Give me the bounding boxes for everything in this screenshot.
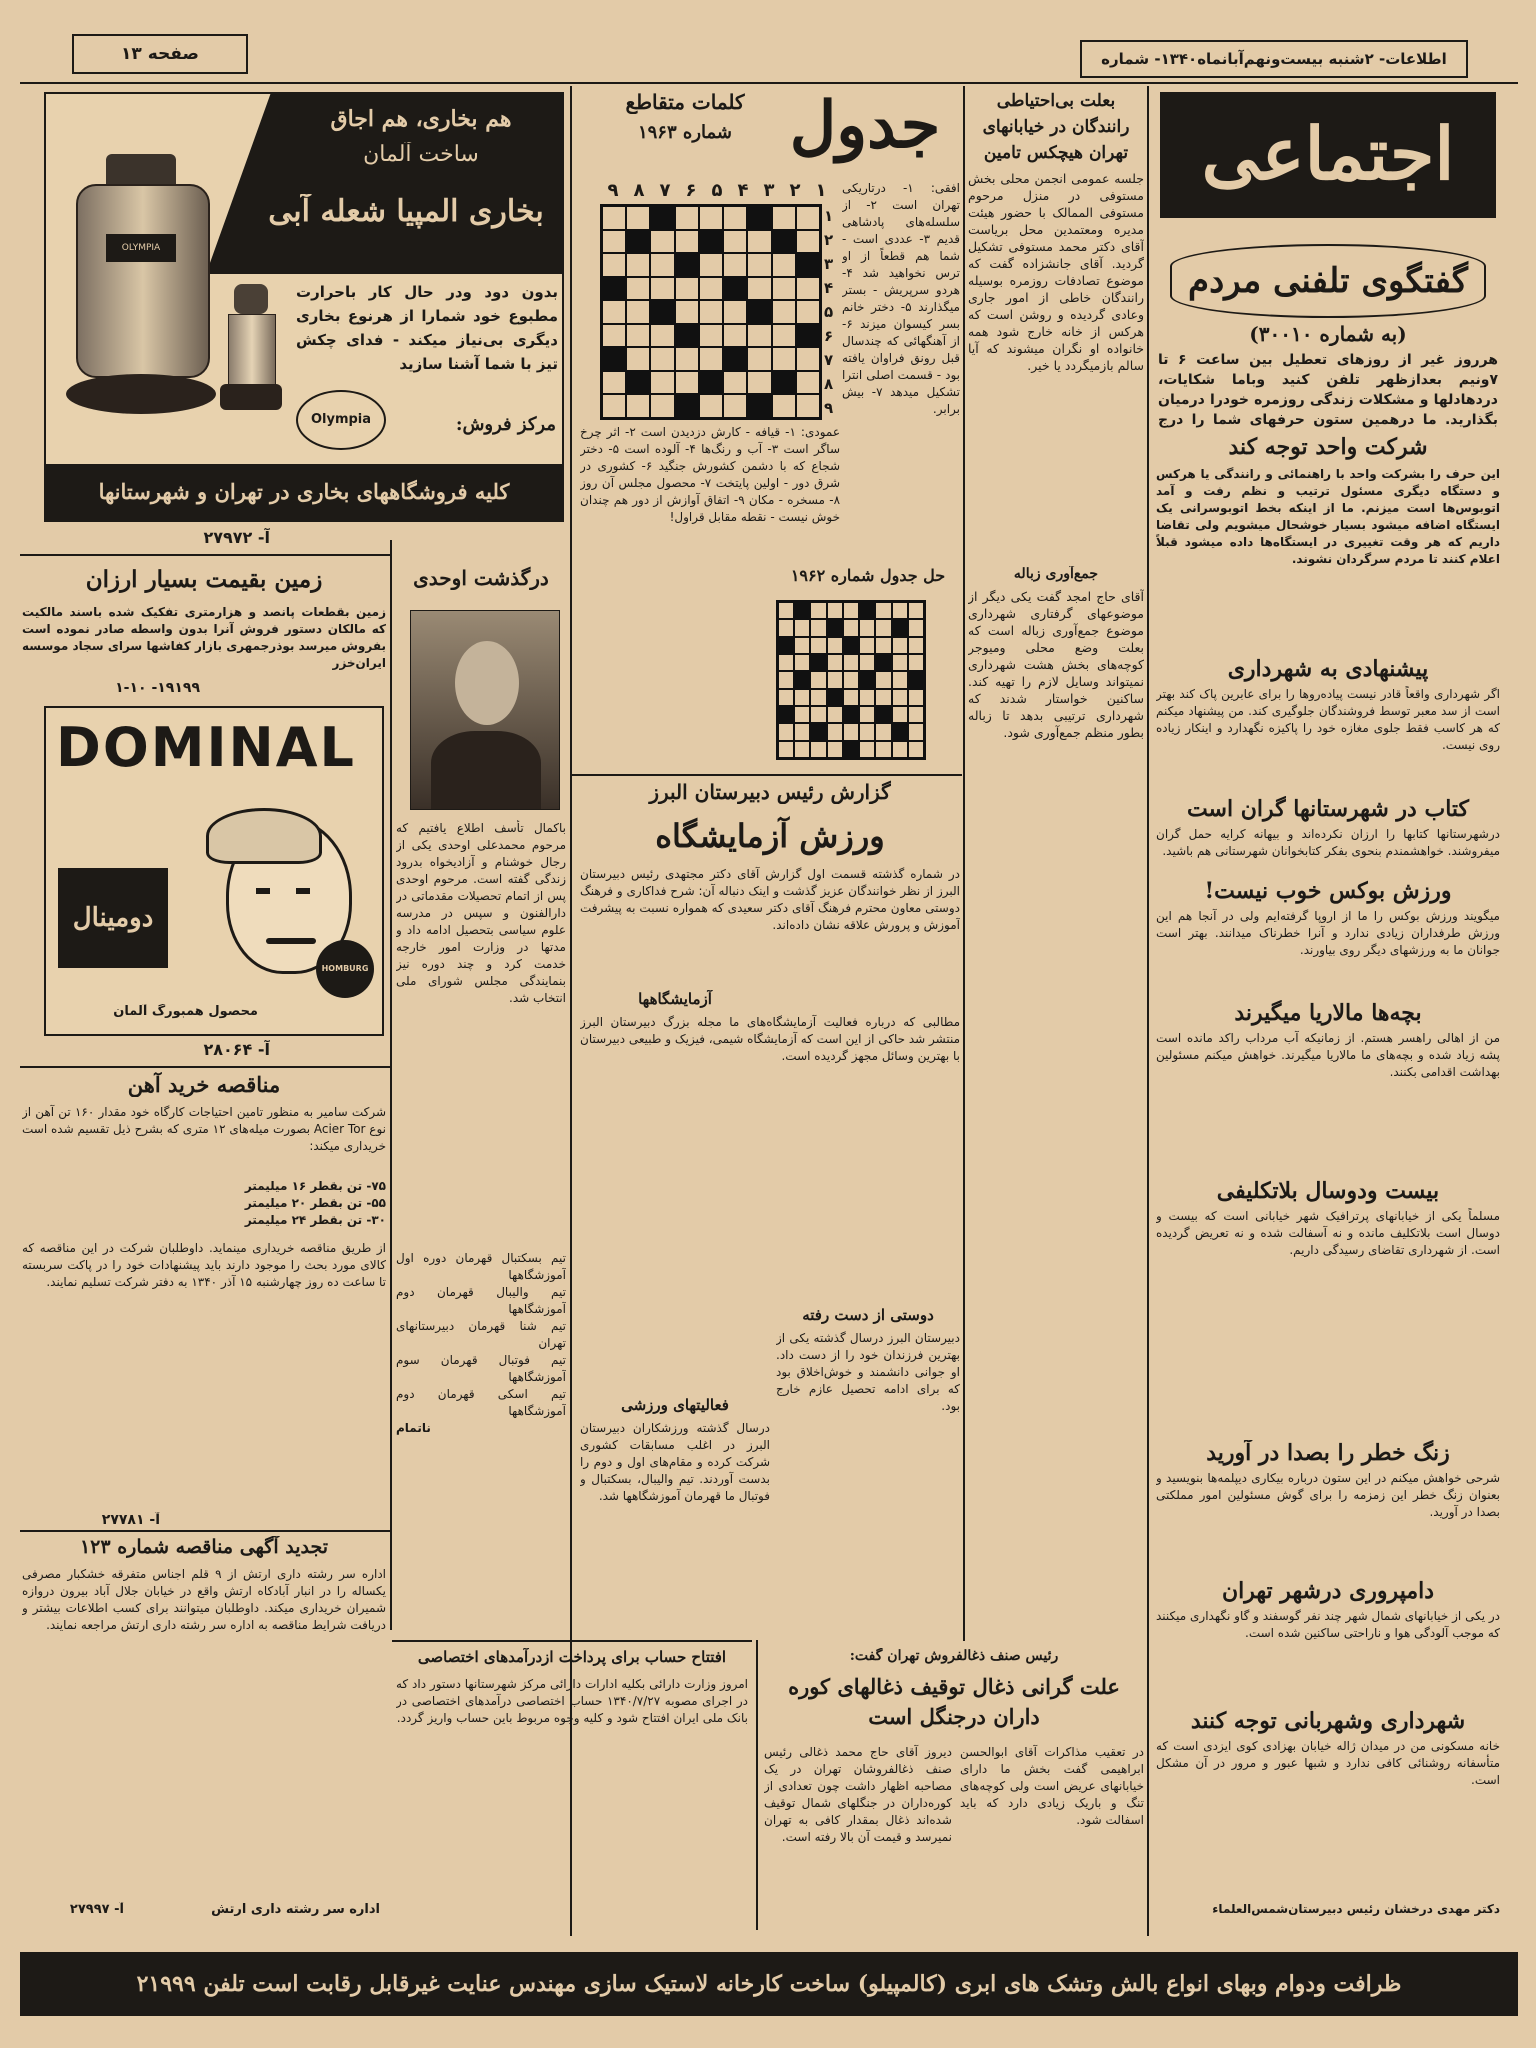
column-rule [1147, 86, 1149, 1936]
sports-sub2: دوستی از دست رفته [802, 1306, 934, 1324]
olympia-dealer: مرکز فروش: [455, 414, 556, 435]
item-body-3: میگویند ورزش بوکس را ما از اروپا گرفته‌ایم ولی در آنجا هم این ورزش طرفداران زیادی ندارد و آنرا خطرناک میدانند. بهتر است جوانان ما به ورزشهای دیگر روی بیاورند. [1156, 909, 1500, 957]
bottom-banner: ظرافت ودوام وبهای انواع بالش وتشک های ابری (کالمپیلو) ساخت کارخانه لاستیک سازی مهندس عنایت غیرقابل رقابت است تلفن ۲۱۹۹۹ [20, 1952, 1518, 2016]
olympia-logo: Olympia [296, 390, 386, 450]
item-title-8: شهرداری وشهربانی توجه کنند [1190, 1708, 1466, 1734]
rule [756, 1640, 758, 1930]
item-body-6: شرحی خواهش میکنم در این ستون درباره بیکاری دیپلمه‌ها بنویسید و بعنوان زنگ خطر این زمزمه را برای گوش مسئولین امور مملکتی بصدا در آورید. [1156, 1471, 1500, 1519]
olympia-brand: بخاری المپیا شعله آبی [268, 194, 544, 229]
crossword-col-numbers: ۹ ۸ ۷ ۶ ۵ ۴ ۳ ۲ ۱ [607, 180, 827, 201]
column-rule [390, 540, 392, 1630]
sports-kicker: گزارش رئیس دبیرستان البرز [649, 780, 891, 804]
item-body-4: من از اهالی راهسر هستم. از زمانیکه آب مرداب راکد مانده است پشه زیاد شده و بچه‌های ما مالاریا میگیرند. خواهش میکنم مسئولین بهداشت اقدامی بکنند. [1156, 1031, 1500, 1079]
coal-body: دیروز آقای حاج محمد ذغالی رئیس صنف ذغالفروشان تهران در یک مصاحبه اظهار داشت چون تعدادی از کوره‌داران در جنگلهای شمال توقیف شده‌اند ذغال بمقدار کافی به تهران نمیرسد و قیمت آن بالا رفته است. [764, 1745, 952, 1844]
land-body: زمین بقطعات پانصد و هزارمتری تفکیک شده باسند مالکیت که مالکان دستور فروش آنرا بدون واسطه صادر نموده است بفروش میرسد بوذرجمهری بازار کفاشها سرای سجاد موسسه ایران‌خزر [22, 605, 386, 670]
masthead-date: اطلاعات- ۲شنبه بیست‌ونهم‌آبانماه۱۳۴۰- شماره [1101, 50, 1447, 68]
tender-body: اداره سر رشته داری ارتش از ۹ قلم اجناس متفرقه خشکبار مصرفی یکساله را در انبار آبادکاه ارتش واقع در خیابان جلال آباد بیرون دروازه شمیران خریداری میکند. داوطلبان میتوانند برای کسب اطلاعات بیشتر و دریافت شرایط مناقصه به اداره سر رشته داری ارتش مراجعه نمایند. [22, 1567, 386, 1632]
driving-sub-body: آقای حاج امجد گفت یکی دیگر از موضوعهای گرفتاری شهرداری موضوع جمع‌آوری زباله است که بعلت وضع محلی ومیوجر کوچه‌های بخش هشت شهرداری نمیتواند وسایل لازم را تهیه کند. ساکنین خواستار شدند که شهرداری ترتیبی بدهد تا زباله بطور منظم جمع‌آوری شود. [968, 589, 1144, 740]
driving-subtitle: جمع‌آوری زباله [1013, 566, 1099, 582]
dominal-latin: DOMINAL [56, 716, 356, 779]
olympia-footer: کلیه فروشگاههای بخاری در تهران و شهرستانها [46, 464, 562, 522]
rule [20, 554, 390, 556]
portrait-photo [410, 610, 560, 810]
item-body-2: درشهرستانها کتابها را ارزان نکرده‌اند و بیهانه کرایه حمل گران میفروشند. خواهشمندم بنحوی بفکر کتابخوانان شهرستانی هم باشید. [1156, 827, 1500, 858]
lamp-image [216, 284, 286, 414]
iron-list: ۷۵- تن بقطر ۱۶ میلیمتر ۵۵- تن بقطر ۲۰ میلیمتر ۳۰- تن بقطر ۲۴ میلیمتر [244, 1179, 386, 1227]
item-body-5: مسلماً یکی از خیابانهای پرترافیک شهر خیابانی است که بیست و دوسال است بلاتکلیف مانده و نه آسفالت شده و نه تعریض گردیده است. از شهرداری تقاضای رسیدگی داریم. [1156, 1209, 1500, 1257]
stove-image: OLYMPIA [66, 154, 216, 444]
homburg-logo: HOMBURG [316, 940, 374, 998]
item-body-7: در یکی از خیابانهای شمال شهر چند نفر گوسفند و گاو نگهداری میکنند که موجب آلودگی هوا و ناراحتی ساکنین شده است. [1156, 1609, 1500, 1640]
rule [392, 1640, 752, 1642]
dominal-code: آ- ۲۸۰۶۴ [203, 1040, 270, 1059]
crossword-row-numbers: ۱ ۲ ۳ ۴ ۵ ۶ ۷ ۸ ۹ [824, 207, 834, 417]
masthead-box [1080, 40, 1468, 78]
sports-teams: تیم بسکتبال قهرمان دوره اول آموزشگاهها تیم والیبال قهرمان دوم آموزشگاهها تیم شنا قهرمان دبیرستانهای تهران تیم فوتبال قهرمان سوم آموزشگاهها تیم اسکی قهرمان دوم آموزشگاهها ناتمام [396, 1251, 566, 1435]
land-code: ۱۹۱۹۹- ۱-۱۰ [115, 680, 200, 696]
sports-sub1-body: مطالبی که درباره فعالیت آزمایشگاه‌های ما مجله بزرگ دبیرستان البرز منتشر شد حاکی از این است که آزمایشگاه شیمی، فیزیک و طبیعی دبیرستان با بهترین وسائل مجهز گردیده است. [580, 1015, 960, 1063]
tender-title: تجدید آگهی مناقصه شماره ۱۲۳ [79, 1536, 329, 1558]
sports-title: ورزش آزمایشگاه [655, 817, 885, 855]
crossword-clues-h: افقی: ۱- درتاریکی تهران است ۲- از سلسله‌های پادشاهی قدیم ۳- عددی است - شما هم قطعاً از او ترس نخواهید شد ۴- هردو سرپریش - بستر میگذارند ۵- دختر خانم بسر کیسوان میزند ۶- از آهنگهائی که چندسال قبل رونق فراوان یافته بود - قسمت اصلی انترا تشکیل میدهد ۷- بیش برابر. [842, 181, 960, 416]
iron-title: مناقصه خرید آهن [127, 1072, 281, 1097]
crossword-grid [600, 204, 822, 420]
phone-title: گفتگوی تلفنی مردم [1170, 244, 1486, 318]
land-title: زمین بقیمت بسیار ارزان [85, 566, 323, 593]
item-body-8: خانه مسکونی من در میدان ژاله خیابان بهزادی کوی ایزدی است که متأسفانه روشنائی کافی ندارد و شبها عبور و مرور در آن مشکل است. [1156, 1739, 1500, 1787]
obituary-body: باکمال تأسف اطلاع یافتیم که مرحوم محمدعلی اوحدی یکی از رجال خوشنام و آزادیخواه بدرود زندگی گفته است. مرحوم اوحدی پس از اتمام تحصیلات مقدماتی در دارالفنون و سپس در مدرسه علوم سیاسی بتحصیل ادامه داد و مدتها در وزارت امور خارجه خدمت کرد و چند دوره نیز بنمایندگی مجلس شورای ملی انتخاب شد. [396, 821, 566, 1005]
solution-title: حل جدول شماره ۱۹۶۲ [790, 566, 946, 585]
phone-number: (به شماره ۳۰۰۱۰) [1249, 322, 1407, 346]
dominal-ad [44, 706, 384, 1036]
driving-body: جلسه عمومی انجمن محلی بخش مستوفی در منزل مرحوم مستوفی الممالک با حضور هیئت مدیره ومعتمدین محل برياست آقای دکتر محمد مستوفی تشکیل گردید. آقای جانشزاده گفت که موضوع تصادفات روزمره بوسیله رانندگان خاطی از امور جاری وعادی گردیده و روشن است که هرکس از خانه خارج شود همه خانواده او نگران میشوند که آیا سالم بازمیگردد یا خیر. [968, 171, 1144, 373]
item-title-6: زنگ خطر را بصدا در آورید [1206, 1440, 1450, 1466]
rule [20, 1530, 390, 1532]
crossword-clues-v: عمودی: ۱- قیافه - کارش دزدیدن است ۲- اثر چرخ ساگر است ۳- آب و رنگ‌ها ۴- آلوده است ۵- دختر شجاع که با دشمن کشورش جنگید ۶- کشوری در شرق دور - اولین پایتخت ۷- محصول مجلس آن روز ۸- مسخره - مکان ۹- اتفاق آوازش از دور هم چندان خوش نیست - نقطه مقابل قراول! [580, 425, 840, 524]
driving-cont: در تعقیب مذاکرات آقای ابوالحسن ابراهیمی گفت بخش ما دارای خیابانهای عریض است ولی کوچه‌های تنگ و باریک زیادی دارد که باید اسفالت شود. [960, 1745, 1144, 1827]
dominal-persian: دومینال [58, 868, 168, 968]
account-title: افتتاح حساب برای پرداخت ازدرآمدهای اختصاصی [417, 1648, 727, 1666]
item-title-2: کتاب در شهرستانها گران است [1186, 796, 1470, 822]
solution-grid [776, 600, 926, 760]
item-title-5: بیست ودوسال بلاتکلیفی [1216, 1178, 1440, 1204]
tender-sign: اداره سر رشته داری ارتش [211, 1902, 380, 1917]
olympia-ad [44, 92, 564, 522]
item-title-7: دامپروری درشهر تهران [1221, 1578, 1435, 1604]
ejtemai-logo: اجتماعی [1160, 92, 1496, 218]
column-rule [963, 86, 965, 1641]
notice-body: این حرف را بشرکت واحد با راهنمائی و رانندگی یا هرکس و دستگاه دیگری مسئول ترتیب و نظم رفت و آمد اتوبوس‌ها است میزنم. ما از اینکه بخط اتوبوسرانی یک ایستگاه اضافه میشود بسیار خوشحال میشویم ولی تقاضا داریم که هر وقت تغییری در ایستگاه‌ها داده میشود قبلاً اعلام کنند تا مردم سرگردان نشوند. [1156, 467, 1500, 566]
rule [572, 774, 962, 776]
iron-body: شرکت سامیر به منظور تامین احتیاجات کارگاه خود مقدار ۱۶۰ تن آهن از نوع Acier Tor بصورت میله‌های ۱۲ متری که بشرح ذیل تقسیم شده است خریداری میکند: [22, 1105, 386, 1153]
phone-intro: هرروز غیر از روزهای تعطیل بین ساعت ۶ تا ۷ونیم بعدازظهر تلفن کنید وباما شکایات، دردهادلها و مشکلات زندگی روزمره خودرا درمیان بگذارید. ما درهمین ستون حرفهای شما را درج [1158, 352, 1498, 428]
page-number: صفحه ۱۳ [121, 44, 199, 64]
rule [20, 1066, 390, 1068]
obituary-title: درگذشت اوحدی [413, 566, 549, 590]
olympia-top: هم بخاری، هم اجاق [330, 106, 512, 132]
sports-sub1: آزمایشگاهها [638, 990, 712, 1008]
tender-code: آ- ۲۷۹۹۷ [69, 1902, 124, 1917]
dominal-origin: محصول همبورگ آلمان [113, 1004, 258, 1019]
item-body-1: اگر شهرداری واقعاً قادر نیست پیاده‌روها را برای عابرین پاک کند بهتر است از سد معبر توسط فروشندگان جلوگیری کند. من پیشنهاد میکنم که هر کاسب فقط جلوی مغازه خود را پاکیزه نگهدارد و اینکار زیاده روی نیست. [1156, 687, 1500, 752]
olympia-made: ساخت آلمان [363, 142, 479, 167]
sports-sub3: فعالیتهای ورزشی [621, 1396, 729, 1414]
olympia-tagline: بدون دود ودر حال کار باحرارت مطبوع خود شمارا از هرنوع بخاری دیگری بی‌نیاز میکند - فدای چکش تیز با شما آشنا سازید [296, 283, 558, 373]
coal-title: علت گرانی ذغال توقیف ذغالهای کوره داران درجنگل است [788, 1674, 1120, 1729]
crossword-title: جدول [789, 88, 941, 163]
iron-body2: از طریق مناقصه خریداری مینماید. داوطلبان شرکت در این مناقصه که کالای مورد بحث را موجود دارند باید پیشنهادات خود را در پاکت سربسته تا ساعت ده روز چهارشنبه ۱۵ آذر ۱۳۴۰ به دفتر شرکت تسلیم نمایند. [22, 1241, 386, 1289]
sports-sub3-body: درسال گذشته ورزشکاران دبیرستان البرز در اغلب مسابقات کشوری شرکت کرده و مقام‌های اول و دوم را بدست آوردند. تیم والیبال، بسکتبال و فوتبال ما قهرمان آموزشگاهها شد. [580, 1421, 770, 1503]
olympia-code: آ- ۲۷۹۷۲ [203, 528, 270, 547]
item-title-4: بچه‌ها مالاریا میگیرند [1234, 1000, 1422, 1026]
item-title-3: ورزش بوکس خوب نیست! [1204, 878, 1452, 904]
sports-sub2-body: دبیرستان البرز درسال گذشته یکی از بهترین فرزندان خود را از دست داد. او جوانی دانشمند و خوش‌اخلاق بود که برای ادامه تحصیل عازم خارج بود. [776, 1331, 960, 1413]
sports-body: در شماره گذشته قسمت اول گزارش آقای دکتر مجتهدی رئیس دبیرستان البرز از نظر خوانندگان عزیز گذشت و اینک دنباله آن: شرح فداکاری و فرهنگ دوستی معاون محترم فرهنگ آقای دکتر سعیدی که همواره نسبت به پیشرفت آموزش و پرورش علاقه نشان داده‌اند. [580, 867, 960, 932]
crossword-subtitle: کلمات متقاطع [625, 90, 745, 114]
iron-code: آ- ۲۷۷۸۱ [101, 1512, 160, 1528]
ejtemai-signoff: دکتر مهدی درخشان رئیس دبیرستان‌شمس‌العلماء [1212, 1902, 1500, 1916]
notice-title: شرکت واحد توجه کند [1228, 434, 1428, 460]
account-body: امروز وزارت دارائی بکلیه ادارات دارائی مرکز شهرستانها دستور داد که در اجرای مصوبه ۱۳۴۰/۷/۲۷ حساب اختصاصی درآمدهای اختصاصی در بانک ملی ایران افتتاح شود و کلیه وجوه مربوط باین حساب واریز گردد. [396, 1677, 748, 1725]
driving-title: بعلت بی‌احتیاطی رانندگان در خیابانهای تهران هیچکس تامین [982, 91, 1130, 163]
page-number-box [72, 34, 248, 74]
coal-kicker: رئیس صنف ذغالفروش تهران گفت: [849, 1648, 1059, 1664]
crossword-number: شماره ۱۹۶۳ [637, 122, 733, 143]
item-title-1: پیشنهادی به شهرداری [1227, 656, 1429, 682]
